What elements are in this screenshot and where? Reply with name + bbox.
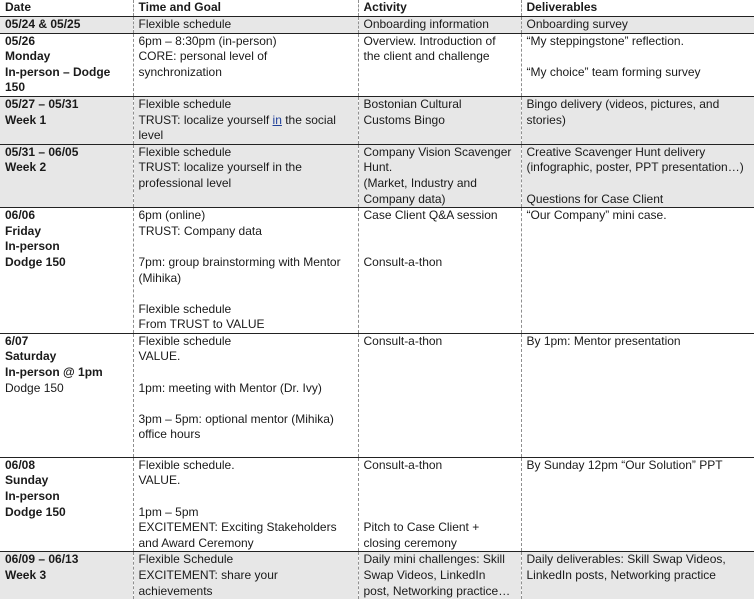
date-text: 6/07 — [5, 334, 133, 350]
time-text: Flexible Schedule — [139, 552, 358, 568]
time-text: 6pm – 8:30pm (in-person) — [139, 34, 358, 50]
date-text: 05/31 – 06/05 — [5, 145, 133, 161]
time-text: 6pm (online) — [139, 208, 358, 224]
activity-text: Case Client Q&A session — [364, 208, 521, 224]
date-cell — [0, 144, 133, 207]
header-deliverables: Deliverables — [521, 0, 754, 16]
goal-text: professional level — [139, 176, 358, 192]
time-text: 1pm – 5pm — [139, 505, 358, 521]
table-row — [0, 33, 754, 96]
time-text: Flexible schedule — [139, 302, 358, 318]
date-cell — [0, 16, 133, 33]
time-text: Flexible schedule. — [139, 458, 358, 474]
date-text: 05/26 — [5, 34, 133, 50]
deliverables-text: Onboarding survey — [527, 17, 754, 33]
activity-text: closing ceremony — [364, 536, 521, 552]
spacer — [139, 286, 358, 302]
spacer — [527, 49, 754, 65]
activity-text: Overview. Introduction of — [364, 34, 521, 50]
deliverables-cell — [521, 333, 754, 457]
time-text: office hours — [139, 427, 358, 443]
spacer — [364, 505, 521, 521]
activity-text: Customs Bingo — [364, 113, 521, 129]
time-text: Flexible schedule — [139, 17, 358, 33]
time-text: (Mihika) — [139, 271, 358, 287]
goal-text: and Award Ceremony — [139, 536, 358, 552]
activity-text: the client and challenge — [364, 49, 521, 65]
time-text: 1pm: meeting with Mentor (Dr. Ivy) — [139, 381, 358, 397]
goal-text: TRUST: localize yourself in the — [139, 160, 358, 176]
location-text: Dodge 150 — [5, 505, 133, 521]
time-goal-cell — [133, 33, 358, 96]
location-text: In-person – Dodge — [5, 65, 133, 81]
activity-text: Bostonian Cultural — [364, 97, 521, 113]
header-row — [0, 0, 754, 16]
date-cell — [0, 333, 133, 457]
time-text: Flexible schedule — [139, 145, 358, 161]
week-text: Week 2 — [5, 160, 133, 176]
goal-text: level — [139, 128, 358, 144]
date-cell — [0, 96, 133, 144]
activity-text: Onboarding information — [364, 17, 521, 33]
day-text: Saturday — [5, 349, 133, 365]
date-cell — [0, 457, 133, 552]
activity-text: Swap Videos, LinkedIn — [364, 568, 521, 584]
week-text: Week 3 — [5, 568, 133, 584]
table-row — [0, 144, 754, 207]
date-text: 06/08 — [5, 458, 133, 474]
date-cell — [0, 208, 133, 334]
goal-text-end: the social — [282, 113, 336, 127]
deliverables-cell — [521, 16, 754, 33]
activity-text: Consult-a-thon — [364, 334, 521, 350]
spacer — [139, 365, 358, 381]
spacer — [139, 396, 358, 412]
activity-text: Consult-a-thon — [364, 458, 521, 474]
deliverables-cell — [521, 33, 754, 96]
table-row — [0, 16, 754, 33]
goal-text: From TRUST to VALUE — [139, 317, 358, 333]
table-row — [0, 208, 754, 334]
location-text: Dodge 150 — [5, 255, 133, 271]
time-text: Flexible schedule — [139, 334, 358, 350]
time-goal-cell — [133, 144, 358, 207]
deliverables-text: By Sunday 12pm “Our Solution” PPT — [527, 458, 754, 474]
date-text: 06/09 – 06/13 — [5, 552, 133, 568]
goal-text: EXCITEMENT: share your — [139, 568, 358, 584]
goal-text: TRUST: Company data — [139, 224, 358, 240]
activity-text: Company Vision Scavenger — [364, 145, 521, 161]
activity-cell — [358, 208, 521, 334]
deliverables-text: “My steppingstone” reflection. — [527, 34, 754, 50]
goal-text: CORE: personal level of — [139, 49, 358, 65]
time-goal-cell — [133, 457, 358, 552]
time-goal-cell — [133, 96, 358, 144]
activity-cell — [358, 552, 521, 599]
deliverables-text: Questions for Case Client — [527, 192, 754, 208]
activity-text: Company data) — [364, 192, 521, 208]
deliverables-text: Bingo delivery (videos, pictures, and — [527, 97, 754, 113]
deliverables-cell — [521, 144, 754, 207]
day-text: Monday — [5, 49, 133, 65]
deliverables-text: “Our Company” mini case. — [527, 208, 754, 224]
location-text: 150 — [5, 80, 133, 96]
activity-text: Pitch to Case Client + — [364, 520, 521, 536]
goal-text: achievements — [139, 584, 358, 599]
deliverables-text: (infographic, poster, PPT presentation…) — [527, 160, 754, 176]
header-activity: Activity — [358, 0, 521, 16]
time-text: 7pm: group brainstorming with Mentor — [139, 255, 358, 271]
deliverables-text: Creative Scavenger Hunt delivery — [527, 145, 754, 161]
deliverables-text: Daily deliverables: Skill Swap Videos, — [527, 552, 754, 568]
goal-text: VALUE. — [139, 349, 358, 365]
spacer — [527, 176, 754, 192]
table-row — [0, 333, 754, 457]
time-goal-cell — [133, 552, 358, 599]
activity-text: Consult-a-thon — [364, 255, 521, 271]
date-text: 05/24 & 05/25 — [5, 17, 133, 33]
day-text: Friday — [5, 224, 133, 240]
week-text: Week 1 — [5, 113, 133, 129]
spacer — [364, 473, 521, 489]
deliverables-cell — [521, 457, 754, 552]
deliverables-cell — [521, 552, 754, 599]
spacer — [139, 239, 358, 255]
activity-cell — [358, 33, 521, 96]
day-text: Sunday — [5, 473, 133, 489]
time-text: Flexible schedule — [139, 97, 358, 113]
goal-text — [139, 113, 358, 129]
header-date: Date — [0, 0, 133, 16]
spacer — [364, 489, 521, 505]
activity-text: Daily mini challenges: Skill — [364, 552, 521, 568]
deliverables-cell — [521, 208, 754, 334]
goal-text-start: TRUST: localize yourself — [139, 113, 273, 127]
activity-cell — [358, 16, 521, 33]
location-text: In-person — [5, 239, 133, 255]
table-row — [0, 457, 754, 552]
deliverables-text: “My choice” team forming survey — [527, 65, 754, 81]
time-text: 3pm – 5pm: optional mentor (Mihika) — [139, 412, 358, 428]
date-cell — [0, 552, 133, 599]
underlined-word: in — [273, 113, 282, 127]
goal-text: VALUE. — [139, 473, 358, 489]
activity-text: (Market, Industry and — [364, 176, 521, 192]
date-cell — [0, 33, 133, 96]
date-text: 06/06 — [5, 208, 133, 224]
spacer — [139, 489, 358, 505]
deliverables-text: stories) — [527, 113, 754, 129]
deliverables-text: By 1pm: Mentor presentation — [527, 334, 754, 350]
location-text: In-person — [5, 489, 133, 505]
date-text: 05/27 – 05/31 — [5, 97, 133, 113]
location-text: In-person @ 1pm — [5, 365, 133, 381]
time-goal-cell — [133, 333, 358, 457]
spacer — [364, 239, 521, 255]
table-row — [0, 96, 754, 144]
activity-text: Hunt. — [364, 160, 521, 176]
time-goal-cell — [133, 208, 358, 334]
activity-cell — [358, 144, 521, 207]
deliverables-text: LinkedIn posts, Networking practice — [527, 568, 754, 584]
goal-text: synchronization — [139, 65, 358, 81]
time-goal-cell — [133, 16, 358, 33]
spacer — [364, 224, 521, 240]
goal-text: EXCITEMENT: Exciting Stakeholders — [139, 520, 358, 536]
activity-cell — [358, 457, 521, 552]
header-time-goal: Time and Goal — [133, 0, 358, 16]
deliverables-cell — [521, 96, 754, 144]
location-text: Dodge 150 — [5, 381, 133, 397]
activity-cell — [358, 96, 521, 144]
table-row — [0, 552, 754, 599]
activity-text: post, Networking practice… — [364, 584, 521, 599]
activity-cell — [358, 333, 521, 457]
